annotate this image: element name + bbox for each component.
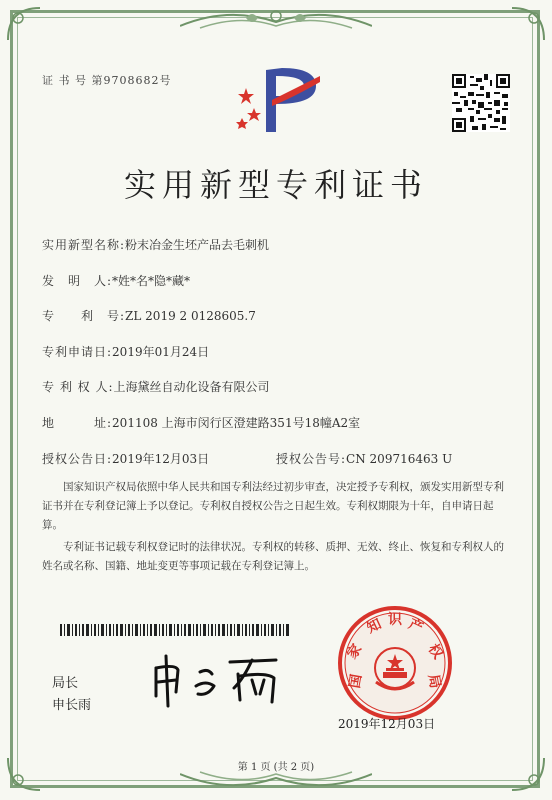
field-label: 授权公告号: (276, 452, 347, 466)
field-value: ZL 2019 2 0128605.7 (125, 309, 256, 323)
field-label: 授权公告日: (42, 452, 113, 466)
svg-text:权: 权 (424, 641, 446, 663)
field-grant-date (42, 450, 209, 467)
certificate-number: 证 书 号 第9708682号 (42, 74, 172, 87)
field-value: 粉末冶金生坯产品去毛刺机 (125, 238, 270, 252)
corner-ornament-icon (508, 4, 548, 44)
svg-text:知: 知 (364, 616, 385, 637)
field-value: CN 209716463 U (346, 452, 453, 466)
svg-text:局: 局 (424, 673, 444, 690)
certificate-title: 实用新型专利证书 (123, 166, 428, 204)
field-application-date (42, 343, 209, 360)
field-label: 专 利 号: (42, 309, 126, 323)
field-label: 专利申请日: (42, 345, 113, 359)
field-label: 实用新型名称: (42, 238, 126, 252)
page-footer: 第 1 页 (共 2 页) (237, 762, 315, 773)
director-title: 局长 (52, 676, 79, 691)
corner-ornament-icon (4, 4, 44, 44)
field-label: 发 明 人: (42, 274, 113, 288)
svg-text:识: 识 (388, 612, 402, 628)
director-name: 申长雨 (52, 698, 92, 713)
director-signature-icon (148, 652, 288, 708)
field-utility-model-name (42, 236, 269, 253)
field-value: 上海黛丝自动化设备有限公司 (113, 380, 270, 394)
barcode-icon (60, 624, 290, 636)
qr-code-icon (452, 74, 510, 132)
field-grant-number (276, 450, 452, 467)
seal-date: 2019年12月03日 (338, 717, 436, 731)
svg-text:国: 国 (346, 673, 366, 690)
svg-text:产: 产 (405, 616, 426, 637)
field-value: 2019年12月03日 (112, 452, 210, 466)
top-ornament-icon (180, 4, 372, 34)
patent-office-logo-icon (232, 60, 324, 142)
legal-status-paragraph: 专利证书记载专利权登记时的法律状况。专利权的转移、质押、无效、终止、恢复和专利权人的姓名或名称、国籍、地址变更等事项记载在专利登记簿上。 (42, 541, 504, 572)
field-address (42, 414, 360, 431)
field-inventor (42, 272, 190, 289)
field-value: 2019年01月24日 (112, 345, 210, 359)
field-patent-number (42, 307, 256, 324)
field-value: 201108 上海市闵行区澄建路351号18幢A2室 (112, 416, 361, 430)
official-seal-icon (336, 604, 454, 722)
field-label: 地 址: (42, 416, 113, 430)
field-value: *姓*名*隐*藏* (112, 274, 191, 288)
grant-statement-paragraph: 国家知识产权局依照中华人民共和国专利法经过初步审查，决定授予专利权，颁发实用新型专利证书并在专利登记簿上予以登记。专利权自授权公告之日起生效。专利权期限为十年，自申请日起算。 (42, 481, 504, 531)
field-patentee (42, 378, 270, 395)
field-label: 专 利 权 人: (42, 380, 114, 394)
svg-text:家: 家 (344, 641, 366, 663)
